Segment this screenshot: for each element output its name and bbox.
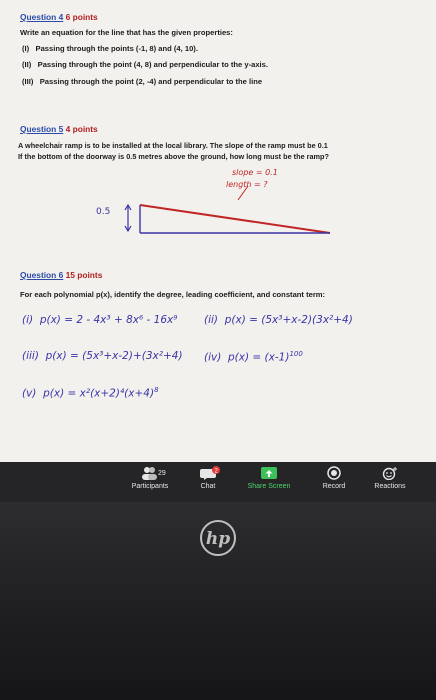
- question-4-item-1: (I) Passing through the points (-1, 8) and (4, 10).: [22, 44, 198, 53]
- chat-icon: [199, 466, 217, 480]
- poly-iv: (iv) $p(x) = (x-1)^{100}$: [204, 350, 303, 364]
- question-4-points: 6 points: [65, 12, 98, 22]
- question-5-points: 4 points: [65, 124, 98, 134]
- participants-label: Participants: [131, 483, 169, 490]
- poly-v: (v) $p(x) = x^2(x+2)^4(x+4)^8$: [22, 386, 159, 400]
- question-4-item-3: (III) Passing through the point (2, -4) and perpendicular to the line: [22, 77, 263, 86]
- poly-ii: (ii) p(x) = (5x³+x-2)(3x²+4): [204, 314, 353, 326]
- question-5-line-1: A wheelchair ramp is to be installed at the local library. The slope of the ramp must be 0.1: [18, 141, 328, 150]
- slope-note: slope = 0.1: [232, 168, 278, 177]
- reactions-button[interactable]: [360, 466, 420, 490]
- ramp-hypotenuse: [140, 205, 330, 233]
- chat-badge: 2: [214, 468, 218, 475]
- question-6-label: Question 6: [20, 270, 64, 280]
- question-6-heading: [20, 270, 102, 280]
- poly-iii: (iii) p(x) = (5x³+x-2)+(3x²+4): [22, 350, 183, 362]
- height-note: 0.5: [96, 207, 111, 217]
- length-note: length = ?: [226, 180, 268, 189]
- participants-button[interactable]: [120, 466, 180, 490]
- reactions-label: Reactions: [374, 483, 406, 490]
- record-icon: [325, 466, 343, 480]
- share-screen-label: Share Screen: [247, 483, 291, 490]
- record-button[interactable]: [304, 466, 364, 490]
- slope-pointer: [238, 186, 248, 200]
- hp-logo: hp: [200, 520, 236, 556]
- question-5-label: Question 5: [20, 124, 64, 134]
- share-screen-button[interactable]: [236, 466, 302, 490]
- question-6-points: 15 points: [65, 270, 103, 280]
- question-4-label: Question 4: [20, 12, 64, 22]
- chat-label: Chat: [200, 483, 216, 490]
- reactions-icon: [381, 466, 399, 480]
- poly-i: (i) p(x) = 2 - 4x³ + 8x⁶ - 16x⁹: [22, 314, 178, 326]
- question-6-prompt: For each polynomial p(x), identify the degree, leading coefficient, and constant term:: [20, 290, 326, 299]
- share-screen-icon: [260, 466, 278, 480]
- chat-button[interactable]: [178, 466, 238, 490]
- participants-icon: [141, 466, 166, 480]
- participants-count: 29: [158, 470, 166, 477]
- question-4-item-2: (II) Passing through the point (4, 8) and perpendicular to the y-axis.: [22, 60, 268, 69]
- record-label: Record: [322, 483, 346, 490]
- question-4-prompt: Write an equation for the line that has the given properties:: [20, 28, 233, 37]
- question-5-line-2: If the bottom of the doorway is 0.5 metres above the ground, how long must be the ramp?: [18, 152, 329, 161]
